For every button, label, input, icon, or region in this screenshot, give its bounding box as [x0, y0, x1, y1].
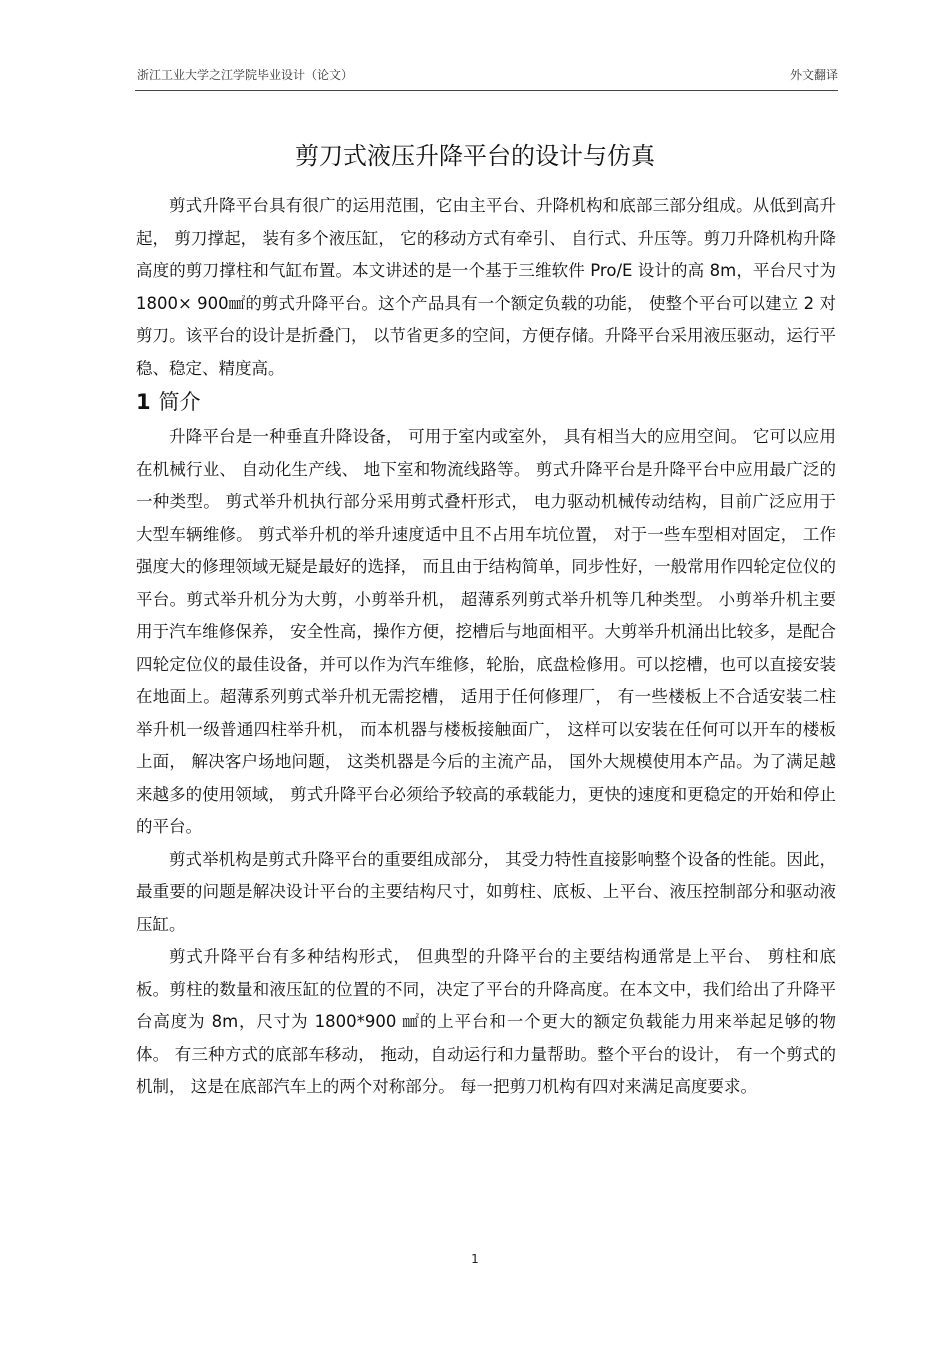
section-number: 1: [136, 390, 151, 414]
section-title: 简介: [158, 390, 201, 414]
abstract-paragraph: 剪式升降平台具有很广的运用范围，它由主平台、升降机构和底部三部分组成。从低到高升起， 剪刀撑起， 装有多个液压缸， 它的移动方式有牵引、 自行式、升压等。剪刀升降机构升降高度的剪刀撑柱和气缸布置。本文讲述的是一个基于三维软件 Pro/E 设计的高 8m，平台尺寸为 1800× 900㎟的剪式升降平台。这个产品具有一个额定负载的功能， 使整个平台可以建立 2 对剪刀。该平台的设计是折叠门， 以节省更多的空间，方便存储。升降平台采用液压驱动，运行平稳、稳定、精度高。: [136, 196, 836, 378]
body-paragraph: 剪式升降平台有多种结构形式， 但典型的升降平台的主要结构通常是上平台、 剪柱和底板。剪柱的数量和液压缸的位置的不同，决定了平台的升降高度。在本文中，我们给出了升降平台高度为 8m，尺寸为 1800*900 ㎟的上平台和一个更大的额定负载能力用来举起足够的物体。 有三种方式的底部车移动， 拖动，自动运行和力量帮助。整个平台的设计， 有一个剪式的机制， 这是在底部汽车上的两个对称部分。 每一把剪刀机构有四对来满足高度要求。: [136, 947, 836, 1096]
section-heading: [136, 389, 836, 415]
header-right-text: 外文翻译: [789, 68, 838, 82]
body-paragraph: 剪式举机构是剪式升降平台的重要组成部分， 其受力特性直接影响整个设备的性能。因此，最重要的问题是解决设计平台的主要结构尺寸，如剪柱、底板、上平台、液压控制部分和驱动液压缸。: [136, 849, 836, 934]
page-number: 1: [471, 1252, 479, 1266]
header-divider: [135, 90, 838, 91]
body-paragraph: 升降平台是一种垂直升降设备， 可用于室内或室外， 具有相当大的应用空间。 它可以应用在机械行业、 自动化生产线、 地下室和物流线路等。 剪式升降平台是升降平台中应用最广泛的一种类型。 剪式举升机执行部分采用剪式叠杆形式， 电力驱动机械传动结构，目前广泛应用于大型车辆维修。 剪式举升机的举升速度适中且不占用车坑位置， 对于一些车型相对固定， 工作强度大的修理领域无疑是最好的选择， 而且由于结构简单，同步性好，一般常用作四轮定位仪的平台。剪式举升机分为大剪，小剪举升机， 超薄系列剪式举升机等几种类型。 小剪举升机主要用于汽车维修保养， 安全性高，操作方便，挖槽后与地面相平。大剪举升机涌出比较多，是配合四轮定位仪的最佳设备，并可以作为汽车维修，轮胎，底盘检修用。可以挖槽，也可以直接安装在地面上。超薄系列剪式举升机无需挖槽， 适用于任何修理厂， 有一些楼板上不合适安装二柱举升机一级普通四柱举升机， 而本机器与楼板接触面广， 这样可以安装在任何可以开车的楼板上面， 解决客户场地问题， 这类机器是今后的主流产品， 国外大规模使用本产品。为了满足越来越多的使用领域， 剪式升降平台必须给予较高的承载能力，更快的速度和更稳定的开始和停止的平台。: [136, 427, 836, 836]
header-left-text: 浙江工业大学之江学院毕业设计（论文）: [137, 68, 354, 82]
document-body: [136, 190, 836, 1104]
document-title: 剪刀式液压升降平台的设计与仿真: [295, 142, 655, 170]
